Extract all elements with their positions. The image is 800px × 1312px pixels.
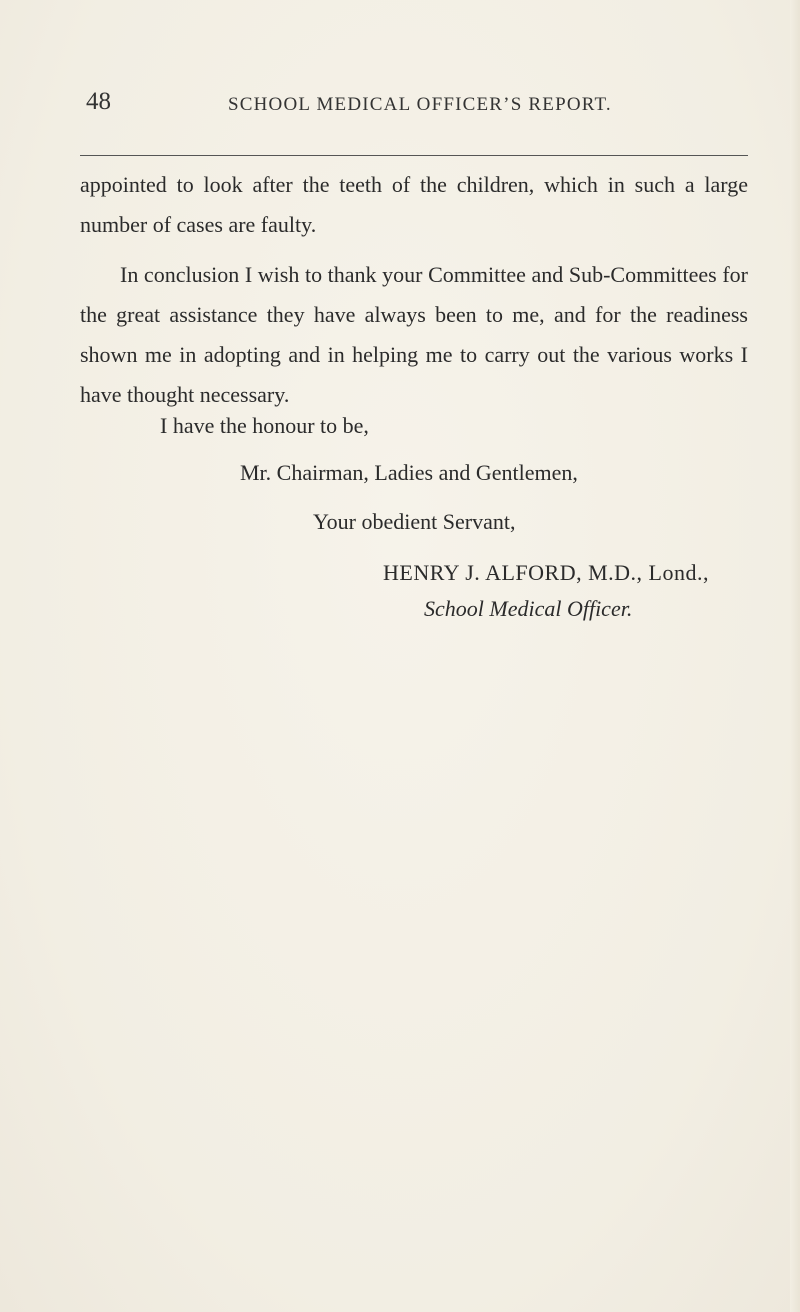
closing-line-salutation: Mr. Chairman, Ladies and Gentlemen, xyxy=(240,460,578,485)
signature-name: HENRY J. ALFORD, M.D., Lond., xyxy=(383,560,709,585)
running-head: SCHOOL MEDICAL OFFICER’S REPORT. xyxy=(228,94,612,115)
paragraph-conclusion: In conclusion I wish to thank your Committee and Sub-Committees for the great assistance they have always been to me, and for the readiness shown me in adopting and in helping me to carry out the various works I have thought necessary. xyxy=(80,262,748,407)
closing-line-honour: I have the honour to be, xyxy=(160,413,369,438)
paragraph-teeth: appointed to look after the teeth of the children, which in such a large number of cases are faulty. xyxy=(80,172,748,237)
page-edge-shadow xyxy=(790,0,800,1312)
page-number: 48 xyxy=(86,88,111,115)
header-rule xyxy=(80,155,748,156)
signature-title: School Medical Officer. xyxy=(424,596,633,621)
closing-line-servant: Your obedient Servant, xyxy=(313,509,516,534)
page-header xyxy=(0,88,800,128)
